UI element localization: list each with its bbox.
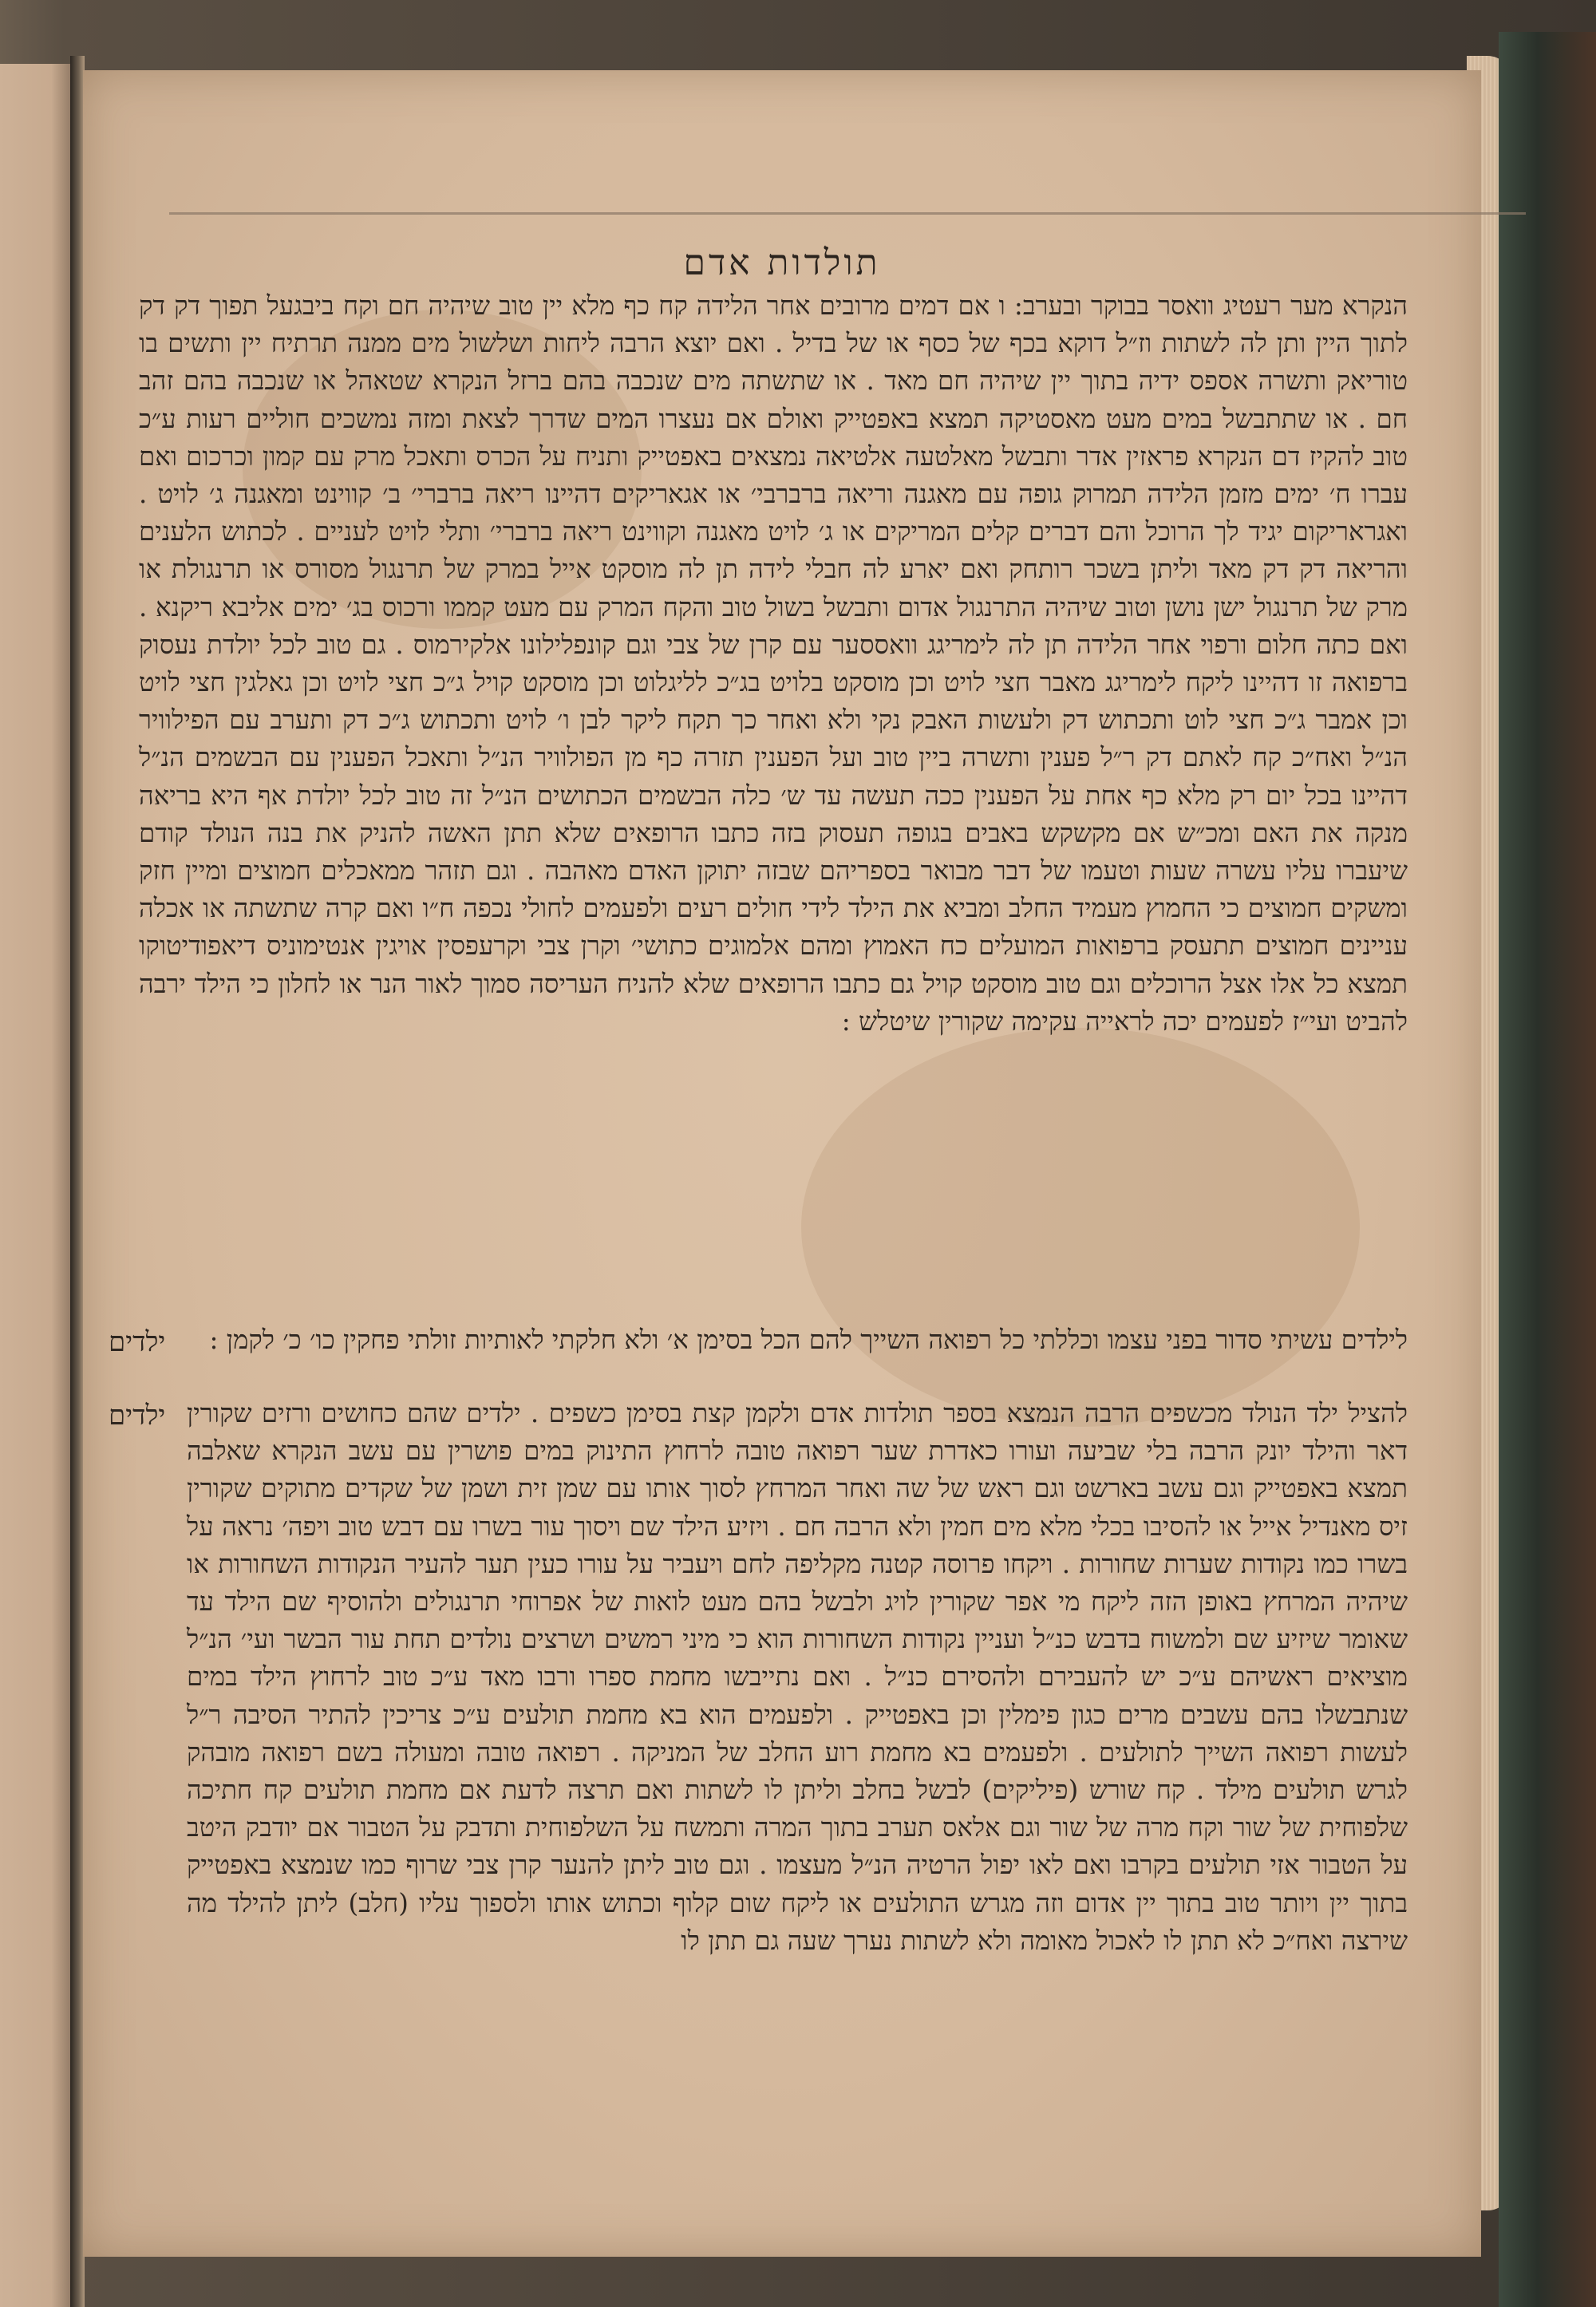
margin-label-children-1: ילדים [109, 1326, 166, 1358]
header-rule [169, 212, 1526, 215]
paper-stain [801, 1028, 1360, 1427]
book-page [83, 70, 1481, 2257]
paragraph-text: הנקרא מער רעטיג וואסר בבוקר ובערב: ו אם דמים מרובים אחר הלידה קח כף מלא יין טוב שיהיה חם וקח ביבגעל תפוך דק דק לתוך היין ותן לה לשתות וז״ל דוקא בכף של כסף או של בדיל . ואם יוצא הרבה ליחות ושלשול מים ממנה תרתיח יין ותשים בו טוריאק ותשרה אספס ידיה בתוך יין שיהיה חם מאד . או שתשתה מים שנכבה בהם ברזל הנקרא שטאהל או שנכבה בהם זהב חם . או שתתבשל במים מעט מאסטיקה תמצא באפטייק ואולם אם נעצרו המים שדרך לצאת ומזה נמשכים חוליים רעות ע״כ טוב להקיז דם הנקרא פראזין אדר ותבשל מאלטעה אלטיאה נמצאים באפטייק ותניח על הכרס ותאכל מרק עם קמון וכרכום ואם עברו ח׳ ימים מזמן הלידה תמרוק גופה עם מאגנה וריאה ברברבי׳ או אגאריקים דהיינו ריאה ברברי׳ ב׳ קווינט ומאגנה ג׳ לויט . ואגראריקום יגיד לך הרוכל והם דברים קלים המריקים או ג׳ לויט מאגנה וקווינט ריאה ברברי׳ ותלי לויט לעניים . לכתוש הלענים והריאה דק דק מאד וליתן בשכר רותחק ואם יארע לה חבלי לידה תן לה מוסקט אייל במרק של תרנגול מסורס או תרנגולת או מרק של תרנגול ישן נושן וטוב שיהיה התרנגול אדום ותבשל בשול טוב והקח המרק עם מעט קממו ורכוס בג׳ ימים אליבא ריקנא . ואם כתה חלום ורפוי אחר הלידה תן לה לימריגג וואססער עם קרן של צבי וגם קונפלילונו אלקירמוס . גם טוב לכל יולדת נעסוק ברפואה זו דהיינו ליקח לימריגג מאבר חצי לויט וכן מוסקט בלויט בג״כ לליגלוט וכן מוסקט קויל ג״כ חצי לויט וכן גאלגין חצי לויט וכן אמבר ג״כ חצי לוט ותכתוש דק ולעשות האבק נקי ולא ואחר כך תקח ליקר לבן ו׳ לויט ותכתוש ג״כ דק ותערב עם הפילוויר הנ״ל ואח״כ קח לאתם דק ר״ל פענין ותשרה ביין טוב ועל הפענין תזרה כף מן הפולוויר הנ״ל ותאכל הפענין עם הבשמים הנ״ל דהיינו בכל יום רק מלא כף אחת על הפענין ככה תעשה עד ש׳ כלה הבשמים הכתושים הנ״ל זה טוב לכל יולדת אף היא בריאה מנקה את האם ומכ״ש אם מקשקש באבים בגופה תעסוק בזה כתבו הרופאים שלא תתן האשה להניק את בנה הנולד קודם שיעברו עליו עשרה שעות וטעמו של דבר מבואר בספריהם שבזה יתוקן האדם מאהבה . וגם תזהר ממאכלים חמוצים ומיין חזק ומשקים חמוצים כי החמוץ מעמיד החלב ומביא את הילד לידי חולים רעים ולפעמים לחולי נכפה ח״ו ואם קרה שתשתה או אכלה עניינים חמוצים תתעסק ברפואות המועלים כח האמוץ ומהם אלמוגים כתושי׳ וקרן צבי וקרעפסין אויגין אנטימוניס דיאפודיטוקו תמצא כל אלו אצל הרוכלים וגם טוב מוסקט קויל גם כתבו הרופאים שלא להניח העריסה סמוך לאור הנר או לחלון כי הילד ירבה להביט ועי״ז לפעמים יכה לראייה עקימה שקורין שיטלש : [139, 290, 1408, 1037]
left-page-edge [0, 64, 73, 2307]
entry-text: להציל ילד הנולד מכשפים הרבה הנמצא בספר תולדות אדם ולקמן קצת בסימן כשפים . ילדים שהם כחושים ורזים שקורין דאר והילד יונק הרבה בלי שביעה ועורו כאדרת שער רפואה טובה לרחוץ התינוק במים פושרין עם עשב הנקרא שאלבה תמצא באפטייק וגם עשב בארשט וגם ראש של שה ואחר המרחץ לסוך אותו עם שמן זית ושמן של שקדים מתוקים שקורין זיס מאנדיל אייל או להסיבו בכלי מלא מים חמין ולא הרבה חם . ויזיע הילד שם ויסוך עור בשרו עם דבש טוב ויפה׳ נראה על בשרו כמו נקודות שערות שחורות . ויקחו פרוסה קטנה מקליפה לחם ויעביר על עורו כעין תער להעיר הנקודות השחורות או שיהיה המרחץ באופן הזה ליקח מי אפר שקורין לויג ולבשל בהם מעט לואות של אפרוחי תרנגולים ולהוסיף שם הילד עד שאומר שיזיע שם ולמשוח בדבש כנ״ל ועניין נקודות השחורות הוא כי מיני רמשים ושרצים נולדים תחת עור הבשר ועי׳ הנ״ל מוציאים ראשיהם ע״כ יש להעבירם ולהסירם כנ״ל . ואם נתייבשו מחמת ספרו ורבו מאד ע״כ טוב לרחוץ הילד במים שנתבשלו בהם עשבים מרים כגון פימלין וכן באפטייק . ולפעמים הוא בא מחמת תולעים ע״כ צריכין להתיר הסיבה ר״ל לעשות רפואה השייך לתולעים . ולפעמים בא מחמת רוע החלב של המניקה . רפואה טובה ומעולה בשם רפואה מובהק לגרש תולעים מילד . קח שורש (פיליקים) לבשל בחלב וליתן לו לשתות ואם תרצה לדעת אם מחמת תולעים קח חתיכה שלפוחית של שור וקח מרה של שור וגם אלאס תערב בתוך המרה ותמשח על השלפוחית ותדבק על הטבור אם יודבק היטב על הטבור אזי תולעים בקרבו ואם לאו יפול הרטיה הנ״ל מעצמו . וגם טוב ליתן להנער קרן צבי שרוף כמו שנמצא באפטייק בתוך יין ויותר טוב בתוך יין אדום וזה מגרש התולעים או ליקח שום קלוף וכתוש אותו ולספוך עליו (חלב) ליתן להילד מה שירצה ואח״כ לא תתן לו לאכול מאומה ולא לשתות נערך שעה גם תתן לו [187, 1398, 1408, 1956]
entry-text: לילדים עשיתי סדור בפני עצמו וכללתי כל רפואה השייך להם הכל בסימן א׳ ולא חלקתי לאותיות זולתי פחקין כו׳ כ׳ לקמן : [209, 1325, 1408, 1355]
entry-children-2 [187, 1395, 1408, 1960]
margin-label-children-2: ילדים [109, 1400, 166, 1432]
entry-children-1 [187, 1321, 1408, 1359]
book-cover-edge [1499, 32, 1596, 2307]
main-paragraph [139, 287, 1408, 1041]
running-head: תולדות אדם [683, 243, 881, 283]
